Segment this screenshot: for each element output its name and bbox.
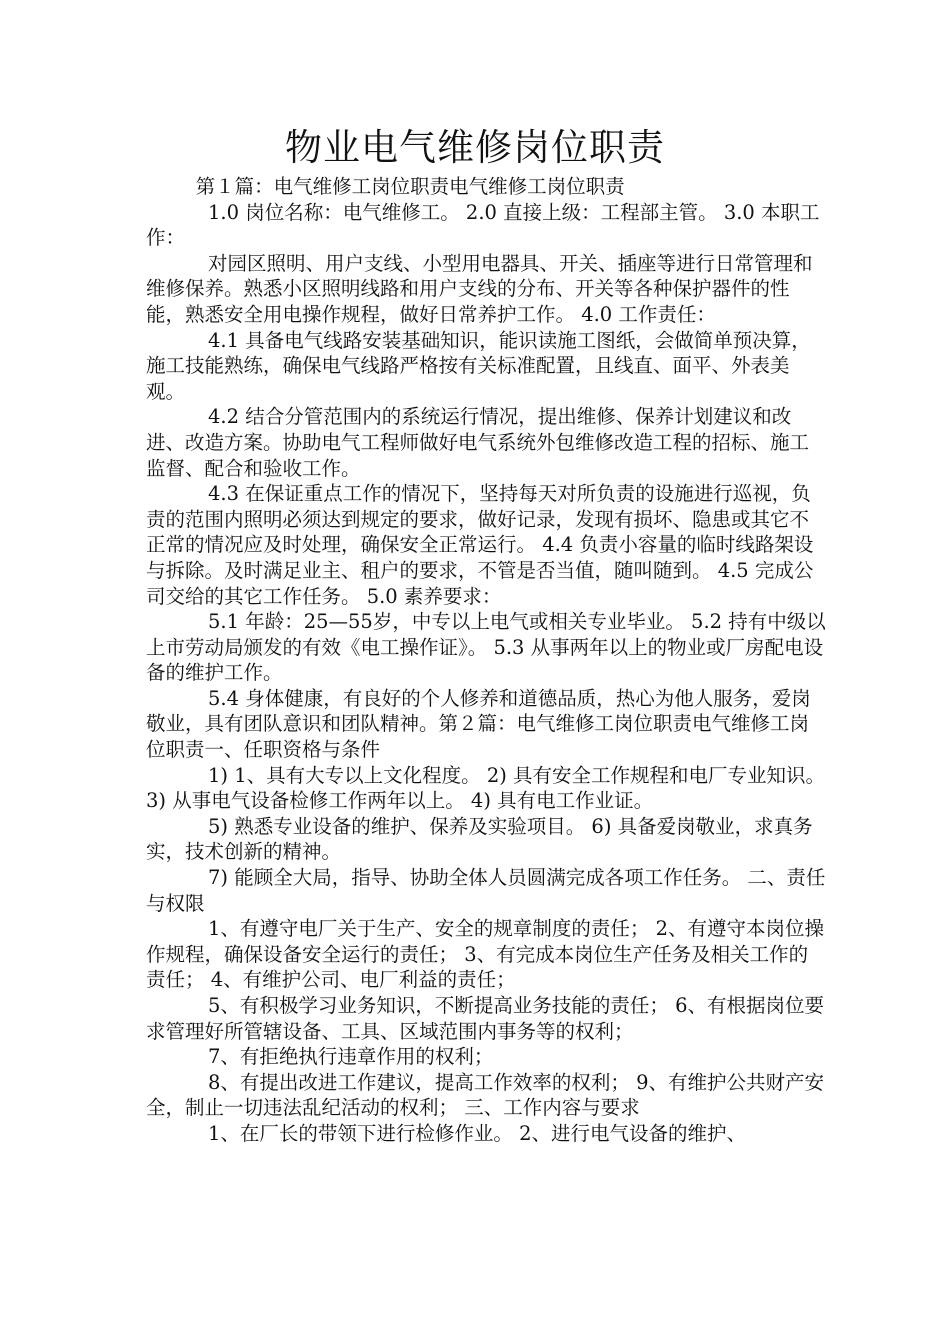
paragraph: 1) 1、具有大专以上文化程度。 2) 具有安全工作规程和电厂专业知识。 3) 从事电气设备检修工作两年以上。 4) 具有电工作业证。 [146,763,832,813]
paragraph: 4.3 在保证重点工作的情况下，坚持每天对所负责的设施进行巡视，负责的范围内照明必须达到规定的要求，做好记录，发现有损坏、隐患或其它不正常的情况应及时处理，确保安全正常运行。 4.4 负责小容量的临时线路架设与拆除。及时满足业主、租户的要求，不管是否当值，随叫随到。 4.5 完成公司交给的其它工作任务。 5.0 素养要求： [146,482,814,608]
paragraph: 8、有提出改进工作建议，提高工作效率的权利； 9、有维护公共财产安全，制止一切违法乱纪活动的权利； 三、工作内容与要求 [146,1070,825,1120]
paragraph: 1、有遵守电厂关于生产、安全的规章制度的责任； 2、有遵守本岗位操作规程，确保设备安全运行的责任； 3、有完成本岗位生产任务及相关工作的责任； 4、有维护公司、电厂利益的责任； [146,917,825,992]
paragraph: 7) 能顾全大局，指导、协助全体人员圆满完成各项工作任务。 二、责任与权限 [146,866,826,915]
paragraph: 5.4 身体健康，有良好的个人修养和道德品质，热心为他人服务，爱岗敬业，具有团队意识和团队精神。第２篇：电气维修工岗位职责电气维修工岗位职责一、任职资格与条件 [146,686,811,762]
paragraph: 5、有积极学习业务知识，不断提高业务技能的责任； 6、有根据岗位要求管理好所管辖设备、工具、区域范围内事务等的权利； [146,994,825,1043]
paragraph: 5.1 年龄：25—55岁，中专以上电气或相关专业毕业。 5.2 持有中级以上市劳动局颁发的有效《电工操作证》。 5.3 从事两年以上的物业或厂房配电设备的维护工作。 [146,610,826,685]
paragraph: 对园区照明、用户支线、小型用电器具、开关、插座等进行日常管理和维修保养。熟悉小区照明线路和用户支线的分布、开关等各种保护器件的性能，熟悉安全用电操作规程，做好日常养护工作。 4.0 工作责任： [146,251,813,326]
paragraph: 第１篇：电气维修工岗位职责电气维修工岗位职责 [146,175,625,198]
paragraph: 4.1 具备电气线路安装基础知识，能识读施工图纸，会做简单预决算，施工技能熟练，确保电气线路严格按有关标准配置，且线直、面平、外表美观。 [146,328,811,403]
paragraph: 7、有拒绝执行违章作用的权利； [146,1045,494,1069]
document-body [146,174,832,1147]
paragraph: 5) 熟悉专业设备的维护、保养及实验项目。 6) 具备爱岗敬业，求真务实，技术创新的精神。 [146,814,813,864]
paragraph: 4.2 结合分管范围内的系统运行情况，提出维修、保养计划建议和改进、改造方案。协助电气工程师做好电气系统外包维修改造工程的招标、施工监督、配合和验收工作。 [146,405,810,480]
document-title: 物业电气维修岗位职责 [285,126,665,169]
paragraph: 1、在厂长的带领下进行检修作业。 2、进行电气设备的维护、 [146,1121,747,1145]
paragraph: 1.0 岗位名称：电气维修工。 2.0 直接上级：工程部主管。 3.0 本职工作： [146,200,820,250]
